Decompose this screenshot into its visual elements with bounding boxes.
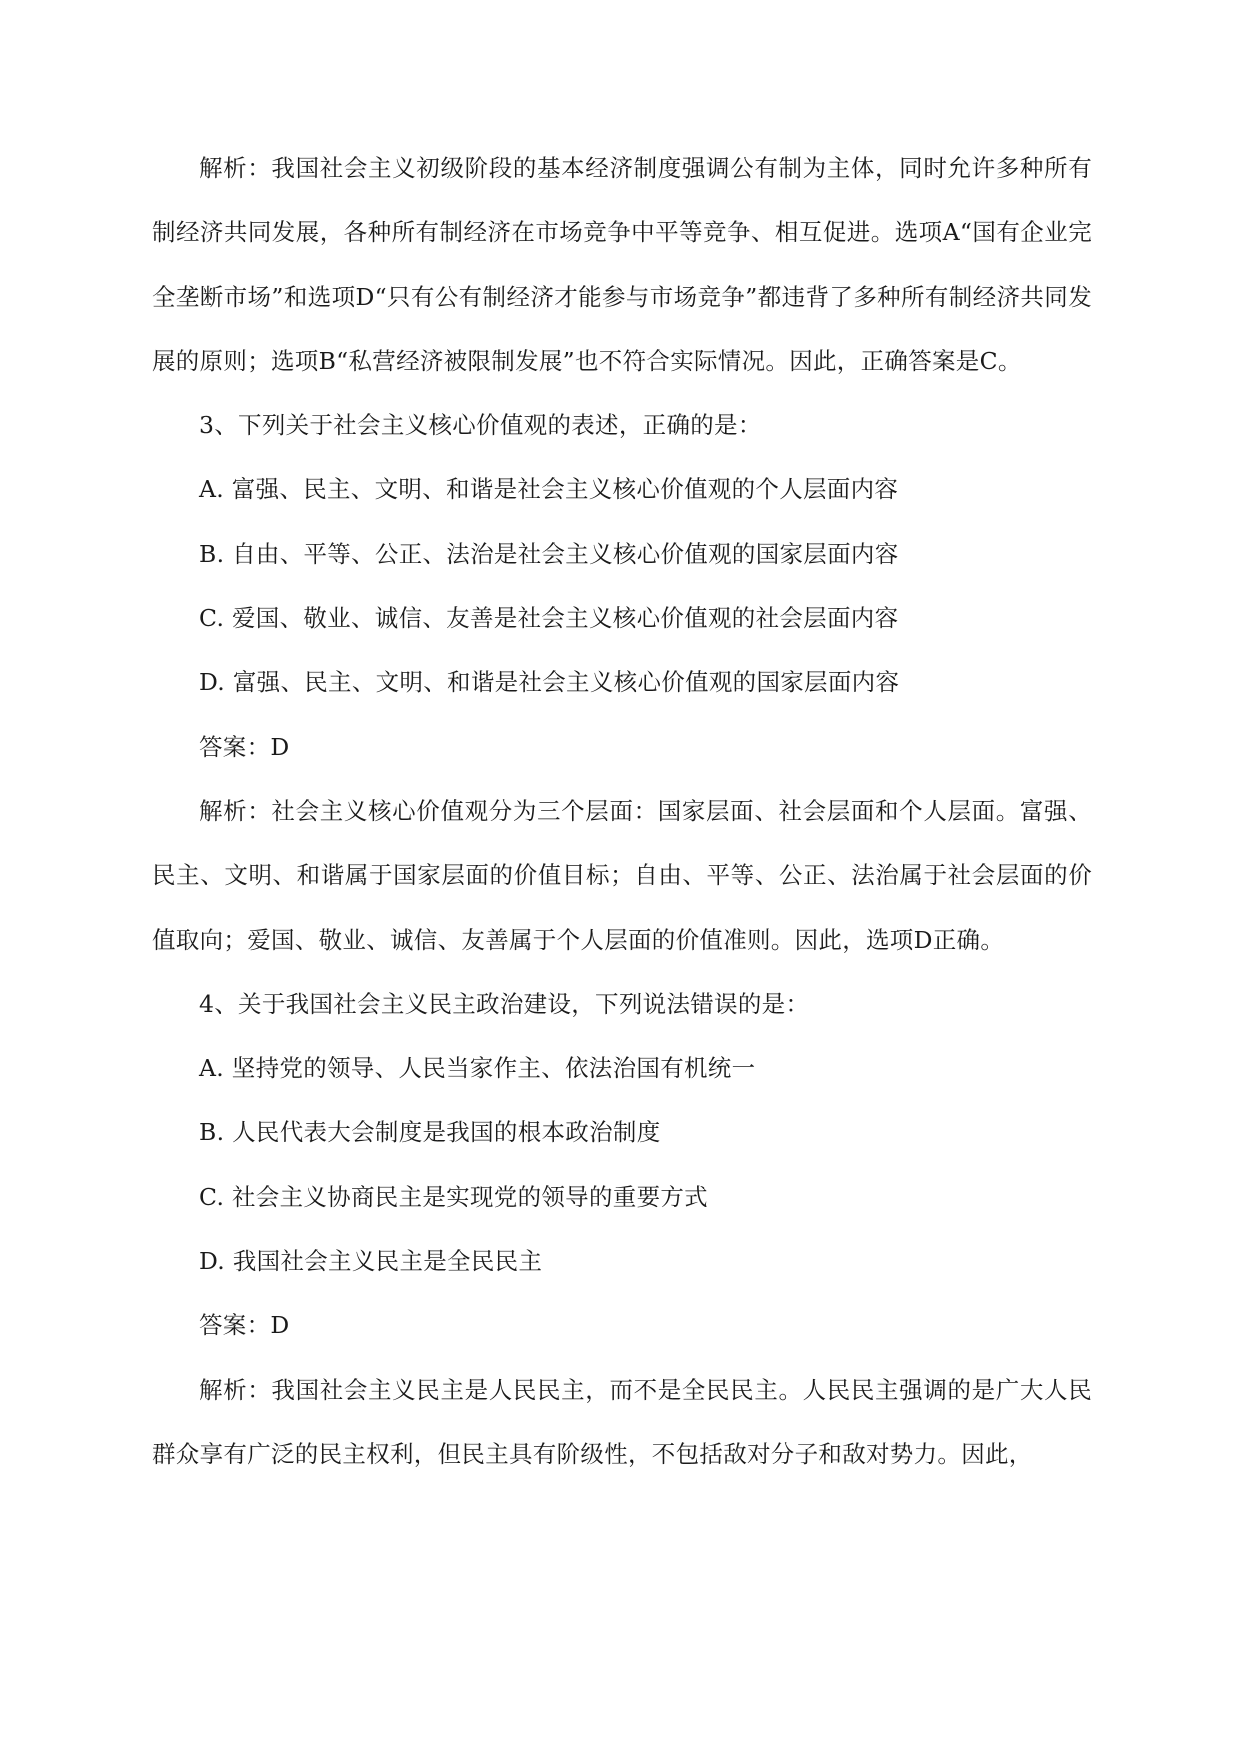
question-4-stem: 4、关于我国社会主义民主政治建设，下列说法错误的是： xyxy=(199,989,810,1018)
question-4-option-a: A. 坚持党的领导、人民当家作主、依法治国有机统一 xyxy=(199,1054,756,1083)
question-3-option-a: A. 富强、民主、文明、和谐是社会主义核心价值观的个人层面内容 xyxy=(199,475,899,504)
question-3-stem: 3、下列关于社会主义核心价值观的表述，正确的是： xyxy=(199,411,762,440)
question-4-option-b: B. 人民代表大会制度是我国的根本政治制度 xyxy=(199,1118,661,1147)
question-4-option-c: C. 社会主义协商民主是实现党的领导的重要方式 xyxy=(199,1182,708,1211)
question-3-answer: 答案：D xyxy=(199,732,290,761)
document-body xyxy=(152,136,1092,1486)
question-3-option-d: D. 富强、民主、文明、和谐是社会主义核心价值观的国家层面内容 xyxy=(199,668,900,697)
analysis-q4: 解析：我国社会主义民主是人民民主，而不是全民民主。人民民主强调的是广大人民群众享有广泛的民主权利，但民主具有阶级性，不包括敌对分子和敌对势力。因此， xyxy=(152,1375,1092,1468)
question-4-option-d: D. 我国社会主义民主是全民民主 xyxy=(199,1247,543,1276)
analysis-q3: 解析：社会主义核心价值观分为三个层面：国家层面、社会层面和个人层面。富强、民主、文明、和谐属于国家层面的价值目标；自由、平等、公正、法治属于社会层面的价值取向；爱国、敬业、诚信、友善属于个人层面的价值准则。因此，选项D正确。 xyxy=(152,796,1092,954)
question-3-option-b: B. 自由、平等、公正、法治是社会主义核心价值观的国家层面内容 xyxy=(199,539,899,568)
question-3-option-c: C. 爱国、敬业、诚信、友善是社会主义核心价值观的社会层面内容 xyxy=(199,604,899,633)
analysis-q2: 解析：我国社会主义初级阶段的基本经济制度强调公有制为主体，同时允许多种所有制经济共同发展，各种所有制经济在市场竞争中平等竞争、相互促进。选项A“国有企业完全垄断市场”和选项D“只有公有制经济才能参与市场竞争”都违背了多种所有制经济共同发展的原则；选项B“私营经济被限制发展”也不符合实际情况。因此，正确答案是C。 xyxy=(152,154,1092,375)
question-4-answer: 答案：D xyxy=(199,1311,290,1340)
